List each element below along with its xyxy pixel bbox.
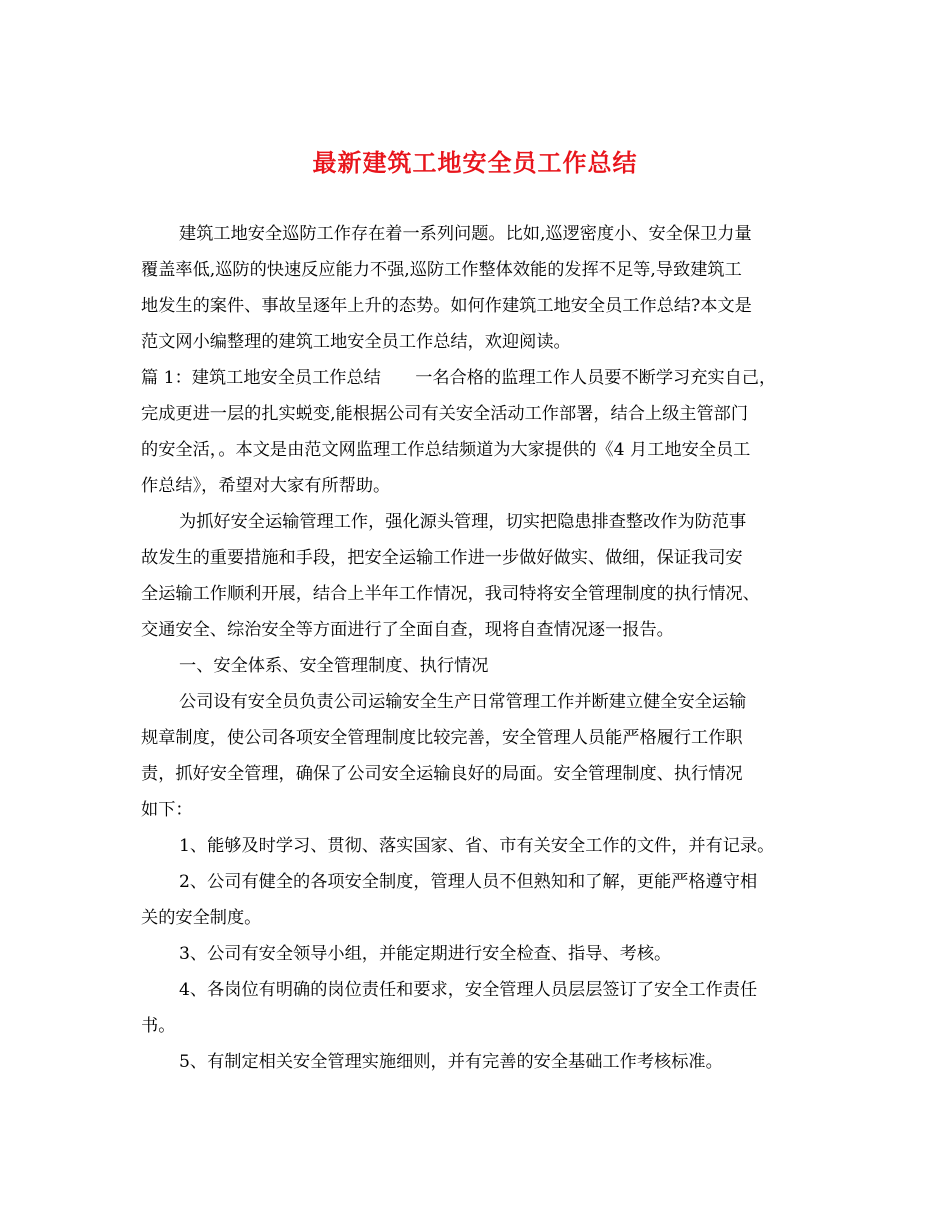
- list-item-continuation: 关的安全制度。: [141, 908, 262, 928]
- list-item: 4、各岗位有明确的岗位责任和要求，安全管理人员层层签订了安全工作责任: [179, 980, 758, 1000]
- document-title: 最新建筑工地安全员工作总结: [312, 148, 638, 177]
- paragraph-line: 建筑工地安全巡防工作存在着一系列问题。比如,巡逻密度小、安全保卫力量: [179, 224, 752, 244]
- paragraph-line: 故发生的重要措施和手段，把安全运输工作进一步做好做实、做细，保证我司安: [141, 548, 743, 568]
- paragraph-line: 规章制度，使公司各项安全管理制度比较完善，安全管理人员能严格履行工作职: [141, 728, 743, 748]
- list-item: 5、有制定相关安全管理实施细则，并有完善的安全基础工作考核标准。: [179, 1052, 723, 1072]
- paragraph-line: 为抓好安全运输管理工作，强化源头管理，切实把隐患排查整改作为防范事: [179, 512, 747, 532]
- paragraph-line: 的安全活，。本文是由范文网监理工作总结频道为大家提供的《4 月工地安全员工: [141, 440, 751, 460]
- paragraph-line: 覆盖率低,巡防的快速反应能力不强,巡防工作整体效能的发挥不足等,导致建筑工: [141, 260, 742, 280]
- list-item: 3、公司有安全领导小组，并能定期进行安全检查、指导、考核。: [179, 944, 672, 964]
- paragraph-line: 全运输工作顺利开展，结合上半年工作情况，我司特将安全管理制度的执行情况、: [141, 584, 760, 604]
- section-heading: 一、安全体系、安全管理制度、执行情况: [179, 656, 489, 676]
- paragraph-line: 完成更进一层的扎实蜕变,能根据公司有关安全活动工作部署，结合上级主管部门: [141, 404, 749, 424]
- list-item: 1、能够及时学习、贯彻、落实国家、省、市有关安全工作的文件，并有记录。: [179, 836, 775, 856]
- list-item-continuation: 书。: [141, 1016, 176, 1036]
- paragraph-line: 公司设有安全员负责公司运输安全生产日常管理工作并断建立健全安全运输: [179, 692, 747, 712]
- list-item: 2、公司有健全的各项安全制度，管理人员不但熟知和了解，更能严格遵守相: [179, 872, 758, 892]
- paragraph-line: 篇 1：建筑工地安全员工作总结 一名合格的监理工作人员要不断学习充实自己，: [141, 368, 777, 388]
- paragraph-line: 如下：: [141, 800, 193, 820]
- paragraph-line: 范文网小编整理的建筑工地安全员工作总结，欢迎阅读。: [141, 332, 571, 352]
- paragraph-line: 交通安全、综治安全等方面进行了全面自查，现将自查情况逐一报告。: [141, 620, 674, 640]
- paragraph-line: 作总结》，希望对大家有所帮助。: [141, 476, 391, 496]
- paragraph-line: 地发生的案件、事故呈逐年上升的态势。如何作建筑工地安全员工作总结?本文是: [141, 296, 752, 316]
- paragraph-line: 责，抓好安全管理，确保了公司安全运输良好的局面。安全管理制度、执行情况: [141, 764, 743, 784]
